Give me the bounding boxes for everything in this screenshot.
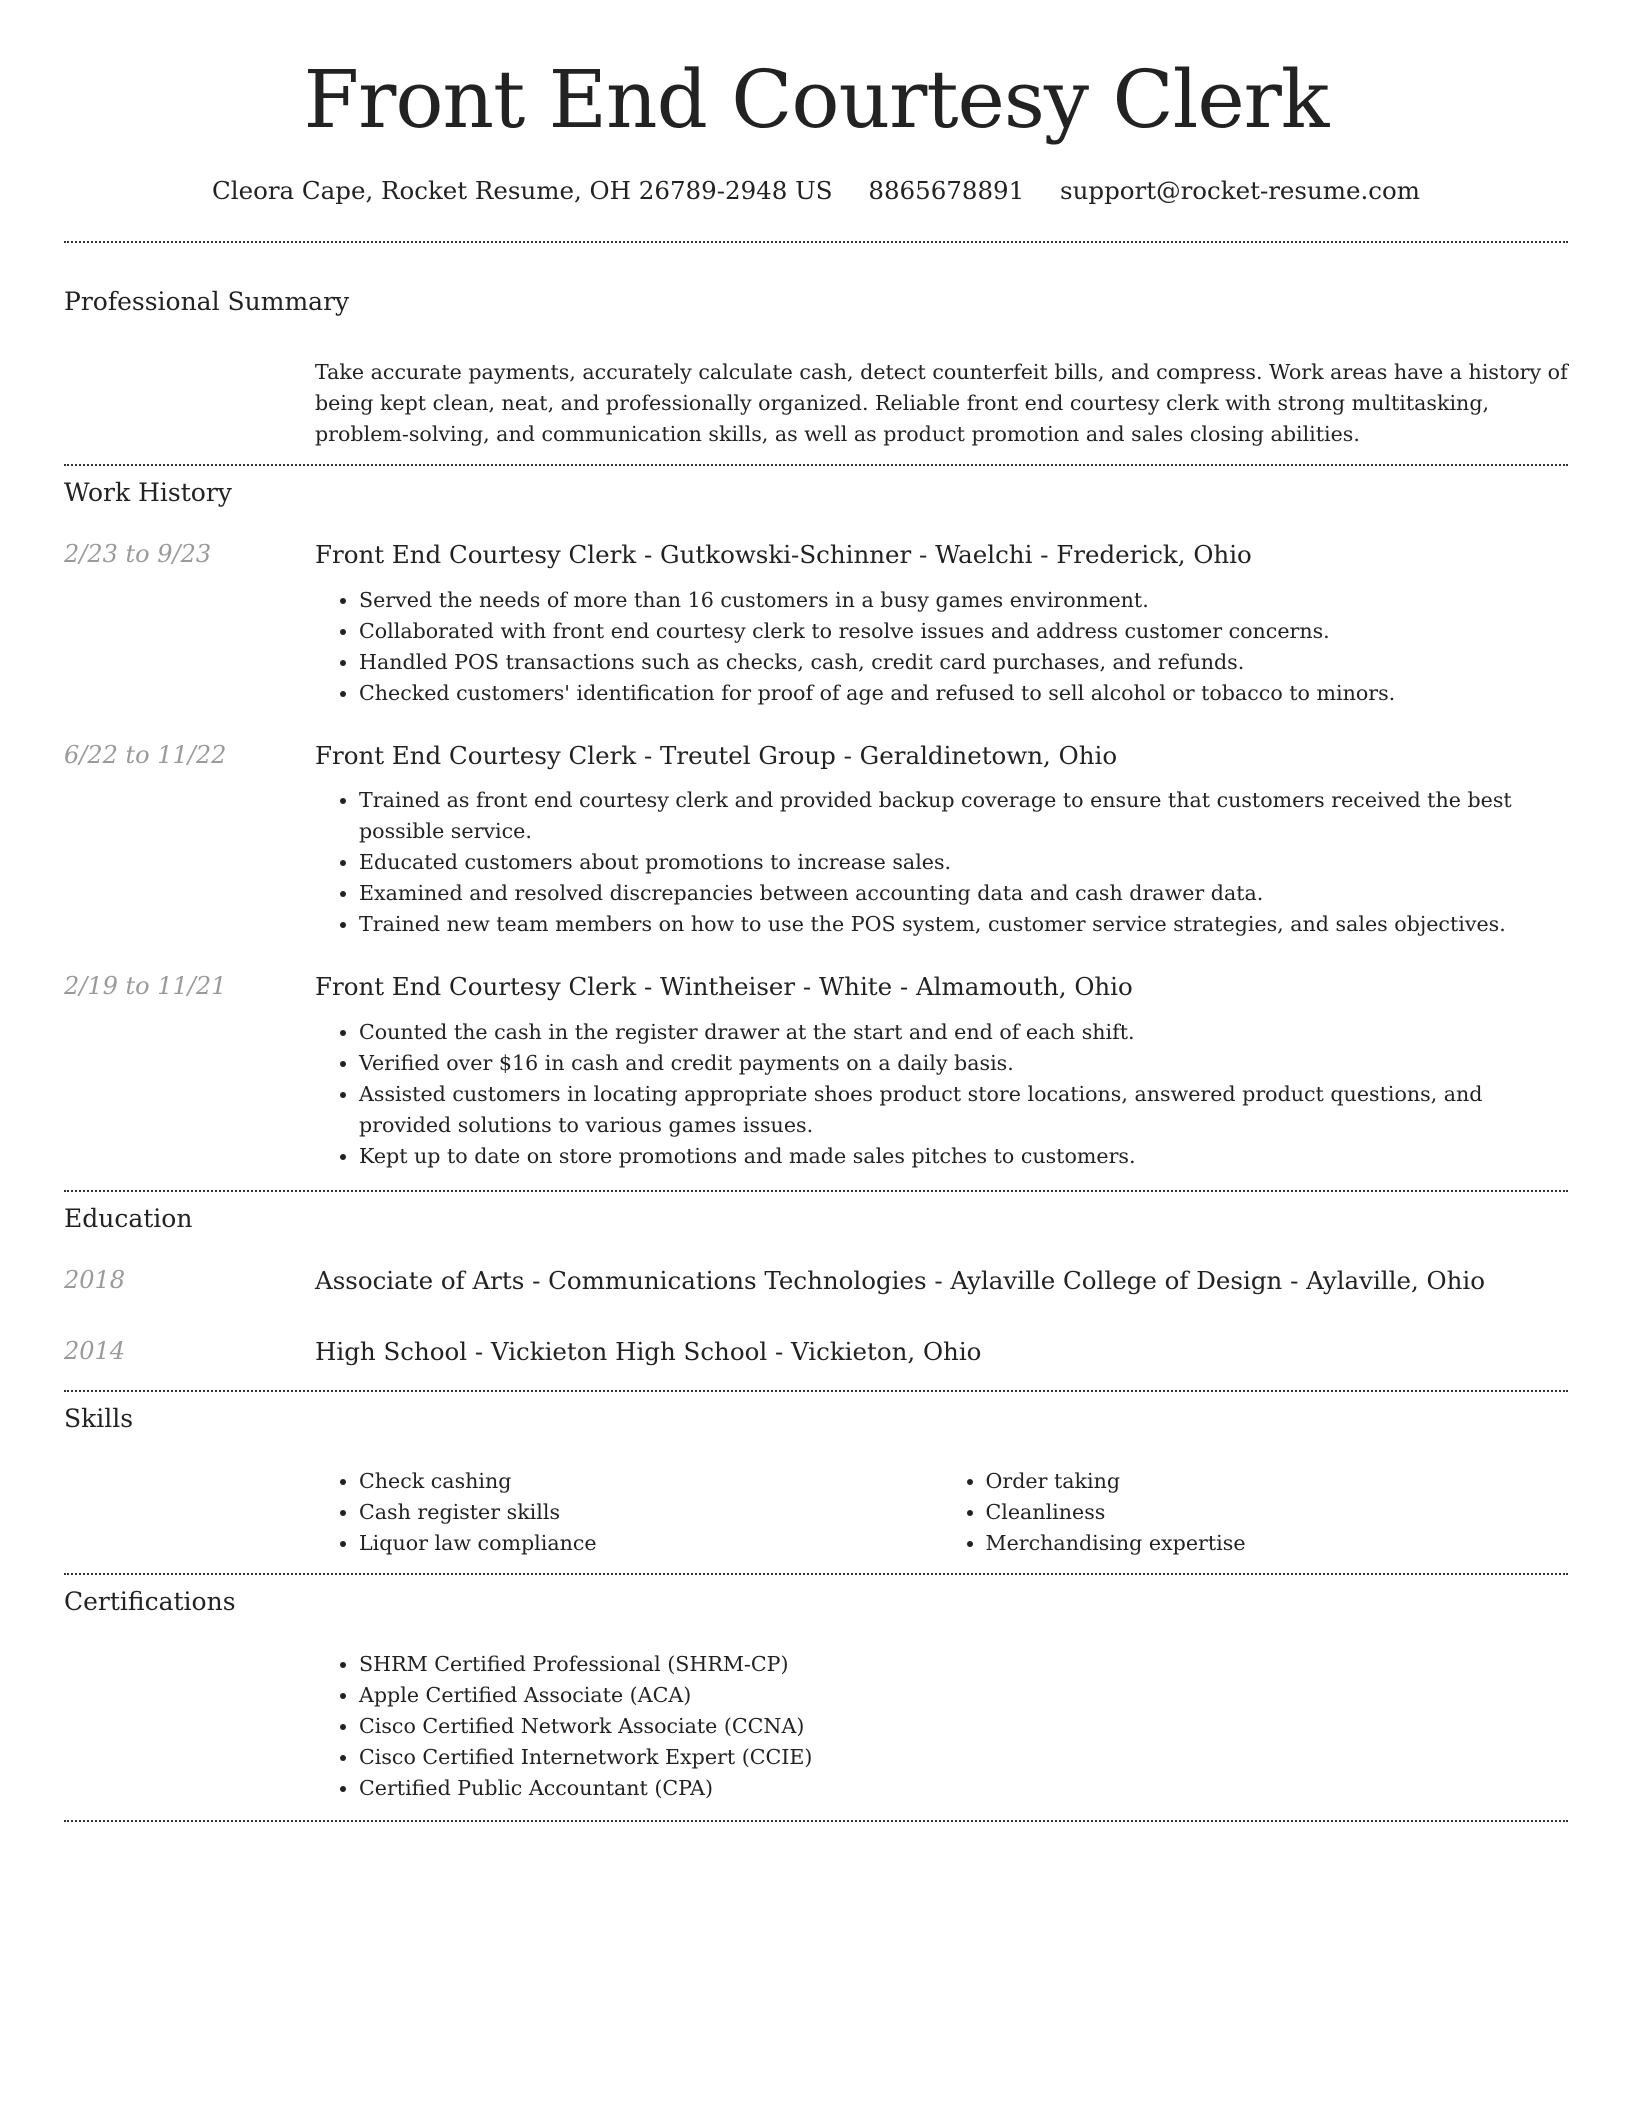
skill-item: • Order taking: [986, 1466, 1569, 1497]
certification-item: • Cisco Certified Internetwork Expert (CCIE): [359, 1742, 1568, 1773]
job-bullet: • Checked customers' identification for proof of age and refused to sell alcohol or tobacco to minors.: [359, 678, 1568, 709]
job-entry: [64, 741, 1568, 940]
divider: [64, 464, 1568, 466]
skill-item: • Merchandising expertise: [986, 1528, 1569, 1559]
certification-item: • SHRM Certified Professional (SHRM-CP): [359, 1649, 1568, 1680]
skill-item: • Liquor law compliance: [359, 1528, 942, 1559]
education-year: 2014: [64, 1336, 126, 1365]
education-body: [315, 1337, 1568, 1366]
job-bullet: • Trained new team members on how to use the POS system, customer service strategies, and sales objectives.: [359, 909, 1568, 940]
job-bullet: • Verified over $16 in cash and credit payments on a daily basis.: [359, 1048, 1568, 1079]
section-title-education: Education: [64, 1203, 193, 1233]
job-bullet: • Trained as front end courtesy clerk and provided backup coverage to ensure that customers received the best possible service.: [359, 785, 1568, 847]
job-entry: [64, 540, 1568, 708]
skills-grid: [315, 1466, 1568, 1559]
section-title-certifications: Certifications: [64, 1587, 236, 1617]
job-bullet: • Handled POS transactions such as checks, cash, credit card purchases, and refunds.: [359, 647, 1568, 678]
section-title-work: Work History: [64, 478, 232, 508]
divider: [64, 1573, 1568, 1575]
divider: [64, 241, 1568, 243]
divider: [64, 1190, 1568, 1192]
certification-item: • Cisco Certified Network Associate (CCNA): [359, 1711, 1568, 1742]
skills-list: [942, 1466, 1569, 1559]
education-entry: [64, 1337, 1568, 1366]
certification-item: • Apple Certified Associate (ACA): [359, 1680, 1568, 1711]
job-dates: 6/22 to 11/22: [64, 740, 227, 769]
job-bullet: • Examined and resolved discrepancies between accounting data and cash drawer data.: [359, 878, 1568, 909]
contact-address: Cleora Cape, Rocket Resume, OH 26789-2948 US: [211, 176, 833, 205]
job-bullet: • Served the needs of more than 16 customers in a busy games environment.: [359, 585, 1568, 616]
job-bullet: • Collaborated with front end courtesy clerk to resolve issues and address customer concerns.: [359, 616, 1568, 647]
contact-phone: 8865678891: [868, 176, 1025, 205]
certifications-block: [315, 1649, 1568, 1804]
skills-list: [315, 1466, 942, 1559]
job-body: [315, 741, 1568, 940]
section-title-skills: Skills: [64, 1404, 134, 1434]
job-title: Front End Courtesy Clerk - Gutkowski-Schinner - Waelchi - Frederick, Ohio: [315, 540, 1252, 570]
divider: [64, 1820, 1568, 1822]
contact-email: support@rocket-resume.com: [1060, 176, 1421, 205]
summary-text: Take accurate payments, accurately calculate cash, detect counterfeit bills, and compress. Work areas have a history of being kept clean, neat, and professionally organized. Reliable front end courtesy clerk with strong multitasking, problem-solving, and communication skills, as well as product promotion and sales closing abilities.: [315, 360, 1568, 447]
skill-item: • Check cashing: [359, 1466, 942, 1497]
job-title: Front End Courtesy Clerk - Wintheiser - White - Almamouth, Ohio: [315, 972, 1133, 1002]
job-bullets: [315, 1017, 1568, 1172]
job-dates: 2/19 to 11/21: [64, 972, 227, 1001]
contact-line: [64, 176, 1568, 205]
job-bullet: • Educated customers about promotions to increase sales.: [359, 847, 1568, 878]
education-title: Associate of Arts - Communications Technologies - Aylaville College of Design - Aylaville, Ohio: [315, 1265, 1486, 1295]
job-bullet: • Kept up to date on store promotions and made sales pitches to customers.: [359, 1141, 1568, 1172]
resume-title: Front End Courtesy Clerk: [303, 53, 1329, 146]
education-title: High School - Vickieton High School - Vickieton, Ohio: [315, 1336, 982, 1366]
job-body: [315, 540, 1568, 708]
job-body: [315, 972, 1568, 1171]
job-bullet: • Assisted customers in locating appropriate shoes product store locations, answered product questions, and provided solutions to various games issues.: [359, 1079, 1568, 1141]
certifications-list: [315, 1649, 1568, 1804]
skill-item: • Cash register skills: [359, 1497, 942, 1528]
job-bullets: [315, 785, 1568, 940]
education-body: [315, 1266, 1568, 1295]
certification-item: • Certified Public Accountant (CPA): [359, 1773, 1568, 1804]
section-title-summary: Professional Summary: [64, 287, 350, 317]
skill-item: • Cleanliness: [986, 1497, 1569, 1528]
education-year: 2018: [64, 1265, 126, 1294]
skills-column-left: [315, 1466, 942, 1559]
skills-column-right: [942, 1466, 1569, 1559]
divider: [64, 1390, 1568, 1392]
job-entry: [64, 972, 1568, 1171]
job-bullets: [315, 585, 1568, 709]
education-entry: [64, 1266, 1568, 1295]
job-title: Front End Courtesy Clerk - Treutel Group - Geraldinetown, Ohio: [315, 740, 1118, 770]
job-dates: 2/23 to 9/23: [64, 540, 212, 569]
job-bullet: • Counted the cash in the register drawer at the start and end of each shift.: [359, 1017, 1568, 1048]
